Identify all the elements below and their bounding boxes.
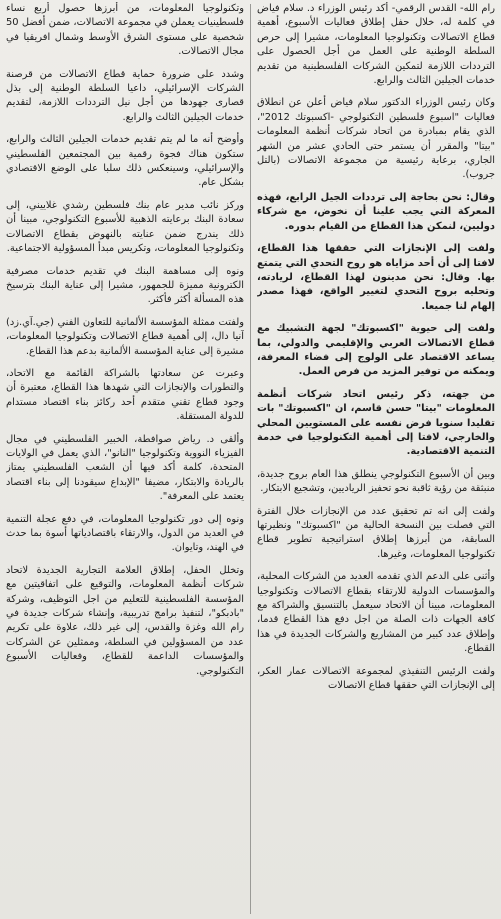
article-paragraph: وتكنولوجيا المعلومات، من أبرزها حصول أربع نساء فلسطينيات يعملن في مجموعة الاتصالات، ضمن أفضل 50 شخصية على مستوى الشرق الأوسط وشمال افريقيا في مجال الاتصالات. — [6, 3, 244, 58]
right-column — [257, 2, 495, 916]
article-paragraph: ولفت إلى حيوية "اكسبوتك" لجهة التشبيك مع قطاع الاتصالات العربي والإقليمي والدولي، بما يساعد الاقتصاد على الولوج إلى فضاء المعرفة، ويمكنه من توفير المزيد من فرص العمل. — [257, 323, 495, 378]
article-paragraph: وشدد على ضرورة حماية قطاع الاتصالات من قرصنة الشركات الإسرائيلي، داعيا السلطة الوطنية إلى بذل قصارى جهودها من أجل نيل الترددات اللازمة، لتقديم خدمات الجيلين الثالث والرابع. — [6, 68, 244, 123]
article-paragraph: وركز نائب مدير عام بنك فلسطين رشدي غلاييني، إلى سعادة البنك برعايته الذهبية للأسبوع التكنولوجي، مبينا أن ذلك يندرج ضمن عنايته بالنهوض بقطاع الاتصالات وتكنولوجيا المعلومات، وتكريس مبدأ المسؤولية الاجتماعية. — [6, 199, 244, 255]
article-paragraph: ولفتت ممثلة المؤسسة الألمانية للتعاون الفني (جي.آي.زد) آنيا دال، إلى أهمية قطاع الاتصالات وتكنولوجيا المعلومات، مشيرة إلى عناية المؤسسة الألمانية بدعم هذا القطاع. — [6, 316, 244, 357]
article-paragraph: ولفت إلى انه تم تحقيق عدد من الإنجازات خلال الفترة التي فصلت بين النسخة الحالية من "اكسبوتك" ونظيرتها السابقة، من أبرزها إطلاق استراتيجية تطوير قطاع تكنولوجيا المعلومات، وغيرها. — [257, 505, 495, 560]
article-paragraph: وبين أن الأسبوع التكنولوجي ينطلق هذا العام بروح جديدة، منبثقة من رؤية ثاقبة نحو تحفيز الرياديين، وتشجيع الابتكار. — [257, 468, 495, 495]
article-paragraph: ونوه إلى مساهمة البنك في تقديم خدمات مصرفية الكترونية مميزة للجمهور، مشيرا إلى عناية البنك بترسيخ هذه المسألة أكثر فأكثر. — [6, 265, 244, 306]
article-paragraph: ولفت الرئيس التنفيذي لمجموعة الاتصالات عمار العكر، إلى الإنجازات التي حققها قطاع الاتصالات — [257, 665, 495, 692]
article-paragraph: وقال: نحن بحاجة إلى ترددات الجيل الرابع، فهذه المعركة التي يجب علينا أن نخوض، مع شركاء دوليين، لنمكن هذا القطاع من القيام بدوره. — [257, 191, 495, 232]
left-column — [6, 2, 244, 916]
article-paragraph: وكان رئيس الوزراء الدكتور سلام فياض أعلن عن انطلاق فعاليات "اسبوع فلسطين التكنولوجي -اكسبوتك 2012"، الذي يقام بمبادرة من اتحاد شركات أنظمة المعلومات "بيتا" والمقرر أن يستمر حتى الحادي عشر من الشهر الجاري، برعاية رئيسية من مجموعة الاتصالات (بالتل جروب). — [257, 97, 495, 181]
article-paragraph: وتخلل الحفل، إطلاق العلامة التجارية الجديدة لاتحاد شركات أنظمة المعلومات، والتوقيع على اتفاقيتين مع المؤسسة الفلسطينية للتعليم من اجل التوظيف، وشركة "بادبكو"، لتنفيذ برامج تدريبية، وإنشاء شركات جديدة في رام الله وغزة والقدس، إلى غير ذلك، علاوة على تكريم عدد من المسؤولين في السلطة، وممثلين عن الشركات والمؤسسات الداعمة للقطاع، وفعاليات الأسبوع التكنولوجي. — [6, 564, 244, 677]
column-divider — [250, 4, 251, 914]
article-paragraph: وأثنى على الدعم الذي تقدمه العديد من الشركات المحلية، والمؤسسات الدولية للارتقاء بقطاع الاتصالات وتكنولوجيا المعلومات، مبينا أن الاتحاد سيعمل بالتنسيق والشراكة مع كافة الجهات ذات الصلة من اجل دفع هذا القطاع قدما، وإطلاق عدد كبير من المشاريع والشركات الجديدة في هذا القطاع. — [257, 571, 495, 655]
article-paragraph: ونوه إلى دور تكنولوجيا المعلومات، في دفع عجلة التنمية في العديد من الدول، والارتقاء باقتصادياتها أسوة بما حدث في الهند، وتايوان. — [6, 513, 244, 554]
article-paragraph: وأوضح أنه ما لم يتم تقديم خدمات الجيلين الثالث والرابع، ستكون هناك فجوة رقمية بين المجتمعين الفلسطيني والإسرائيلي، وسينعكس ذلك سلبا على الوضع الاقتصادي بشكل عام. — [6, 134, 244, 189]
article-paragraph: رام الله- القدس الرقمي- أكد رئيس الوزراء د. سلام فياض في كلمة له، خلال حفل إطلاق فعاليات الأسبوع، أهمية قطاع الاتصالات وتكنولوجيا المعلومات، مشيرا إلى حرص السلطة الوطنية على العمل من أجل الحصول على الترددات اللازمة لتمكين الشركات الفلسطينية من تقديم خدمات الجيلين الثالث والرابع. — [257, 3, 495, 87]
article-paragraph: من جهته، ذكر رئيس اتحاد شركات أنظمة المعلومات "بيتا" حسن قاسم، ان "اكسبوتك" بات تقليدا سنويا فرض نفسه على المستويين المحلي والخارجي، لافتا إلى أهمية التكنولوجيا في خدمة التنمية الاقتصادية. — [257, 388, 495, 458]
article-paragraph: ولفت إلى الإنجازات التي حققها هذا القطاع، لافتا إلى أن أحد مزاياه هو روح التحدي التي يتمتع بها. وقال: نحن مدينون لهذا القطاع، لريادته، وتحليه بروح التحدي لتغيير الواقع، فهذا مصدر إلهام لنا جميعا. — [257, 243, 495, 312]
article-paragraph: وعبرت عن سعادتها بالشراكة القائمة مع الاتحاد، والتطورات والإنجازات التي شهدها هذا القطاع، معتبرة أن وجود قطاع تقني متقدم أحد ركائز بناء اقتصاد مستدام للدولة المستقلة. — [6, 367, 244, 423]
article-paragraph: وألقى د. رياض صوافطة، الخبير الفلسطيني في مجال الفيزياء النووية وتكنولوجيا "النانو"، الذي يعمل في الولايات المتحدة، كلمة أكد فيها أن الشعب الفلسطيني يمتاز بالريادة والابتكار، مضيفا "الإبداع سيقودنا إلى بناء اقتصاد يعتمد على المعرفة". — [6, 433, 244, 503]
